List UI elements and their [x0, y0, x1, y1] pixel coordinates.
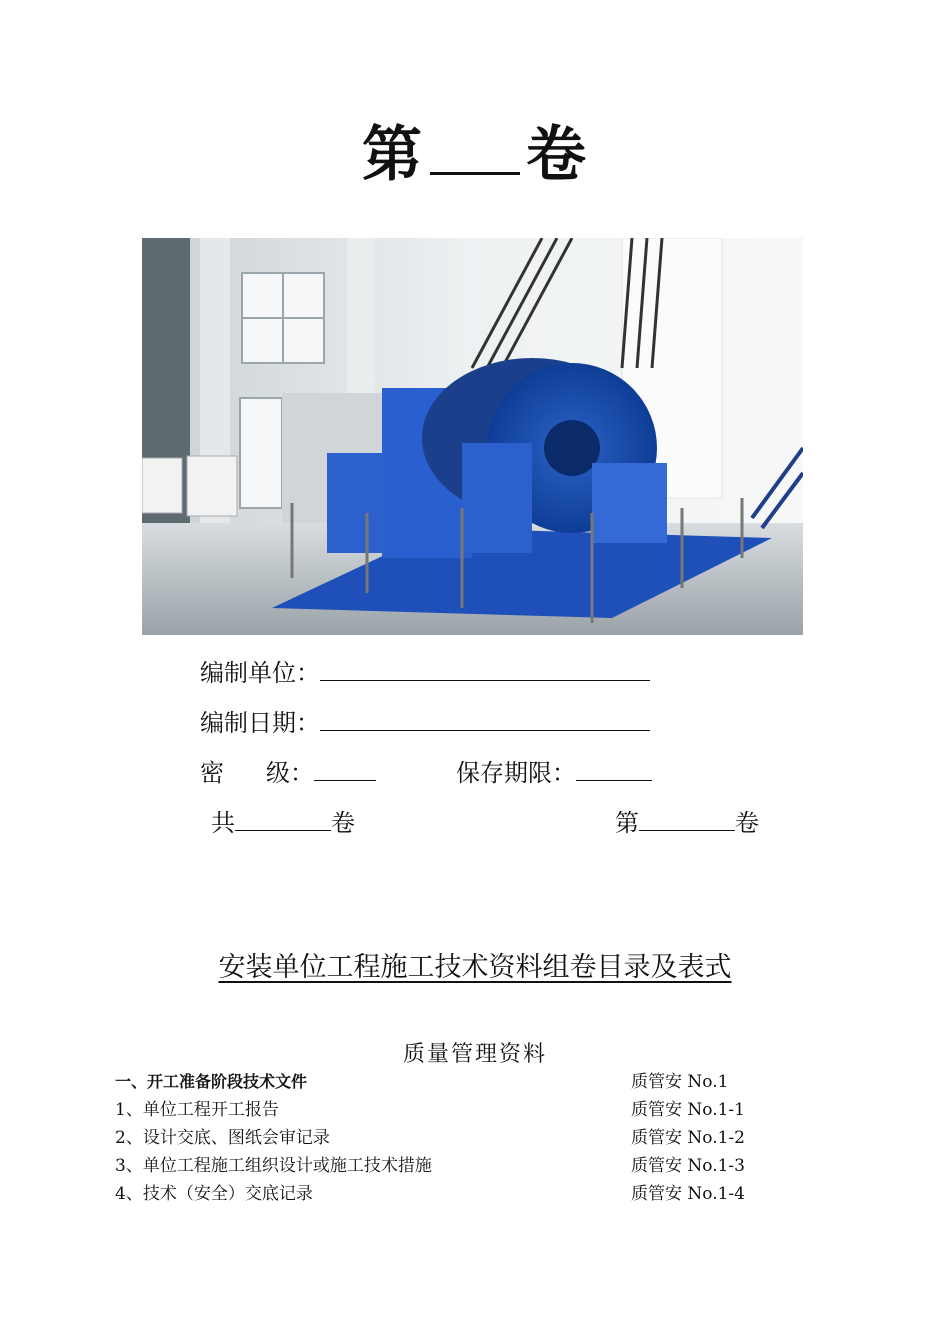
date-label: 编制日期： [200, 709, 320, 737]
retention-label: 保存期限： [456, 759, 576, 787]
toc-item-text: 1、单位工程开工报告 [115, 1100, 279, 1120]
toc-item [115, 1180, 755, 1208]
volume-suffix: 卷 [735, 809, 759, 837]
security-field [200, 754, 376, 788]
volume-number-field [615, 804, 759, 838]
volume-prefix: 第 [615, 809, 639, 837]
toc-item-code: 质管安 No.1-1 [631, 1100, 745, 1120]
toc-item [115, 1152, 755, 1180]
volume-number-blank [430, 118, 520, 175]
toc-item [115, 1124, 755, 1152]
retention-field [456, 754, 652, 788]
hoist-machine-photo [142, 238, 803, 635]
total-volumes-field [211, 804, 355, 838]
volume-title-prefix: 第 [362, 120, 424, 190]
compiler-blank[interactable] [320, 654, 650, 681]
toc-item-text: 3、单位工程施工组织设计或施工技术措施 [115, 1156, 432, 1176]
total-suffix: 卷 [331, 809, 355, 837]
security-blank[interactable] [314, 754, 376, 781]
toc-item-text: 2、设计交底、图纸会审记录 [115, 1128, 330, 1148]
main-title [0, 950, 950, 986]
toc-item-code: 质管安 No.1 [631, 1072, 729, 1092]
retention-blank[interactable] [576, 754, 652, 781]
date-blank[interactable] [320, 704, 650, 731]
table-of-contents [115, 1068, 755, 1208]
toc-item-code: 质管安 No.1-2 [631, 1128, 745, 1148]
section-title: 质量管理资料 [402, 1042, 547, 1067]
security-label-a: 密 [200, 759, 266, 787]
volume-title [0, 118, 950, 191]
compiler-label: 编制单位： [200, 659, 320, 687]
toc-item-code: 质管安 No.1-3 [631, 1156, 745, 1176]
toc-item-text: 4、技术（安全）交底记录 [115, 1184, 313, 1204]
toc-item-code: 质管安 No.1-4 [631, 1184, 745, 1204]
total-prefix: 共 [211, 809, 235, 837]
toc-item [115, 1068, 755, 1096]
toc-item [115, 1096, 755, 1124]
total-blank[interactable] [235, 804, 331, 831]
volume-title-suffix: 卷 [526, 120, 588, 190]
toc-item-text: 一、开工准备阶段技术文件 [115, 1072, 308, 1091]
security-label-b: 级： [266, 759, 314, 787]
main-title-text: 安装单位工程施工技术资料组卷目录及表式 [218, 952, 732, 983]
volume-blank[interactable] [639, 804, 735, 831]
compiler-field [200, 654, 650, 688]
date-field [200, 704, 650, 738]
